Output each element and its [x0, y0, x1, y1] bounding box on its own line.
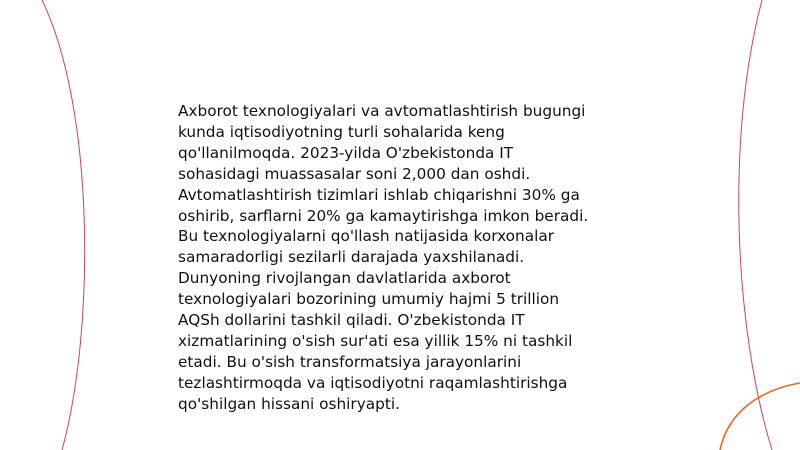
left-arc-decoration — [42, 0, 85, 450]
orange-corner-arc-decoration — [720, 383, 800, 450]
right-arc-decoration — [739, 0, 772, 450]
body-paragraph: Axborot texnologiyalari va avtomatlashtirish bugungi kunda iqtisodiyotning turli sohalarida keng qo'llanilmoqda. 2023-yilda O'zbekistonda IT sohasidagi muassasalar soni 2,000 dan oshdi. Avtomatlashtirish tizimlari ishlab chiqarishni 30% ga oshirib, sarflarni 20% ga kamaytirishga imkon beradi. Bu texnologiyalarni qo'llash natijasida korxonalar samaradorligi sezilarli darajada yaxshilanadi. Dunyoning rivojlangan davlatlarida axborot texnologiyalari bozorining umumiy hajmi 5 trillion AQSh dollarini tashkil qiladi. O'zbekistonda IT xizmatlarining o'sish sur'ati esa yillik 15% ni tashkil etadi. Bu o'sish transformatsiya jarayonlarini tezlashtirmoqda va iqtisodiyotni raqamlashtirishga qo'shilgan hissani oshiryapti. — [178, 102, 589, 413]
